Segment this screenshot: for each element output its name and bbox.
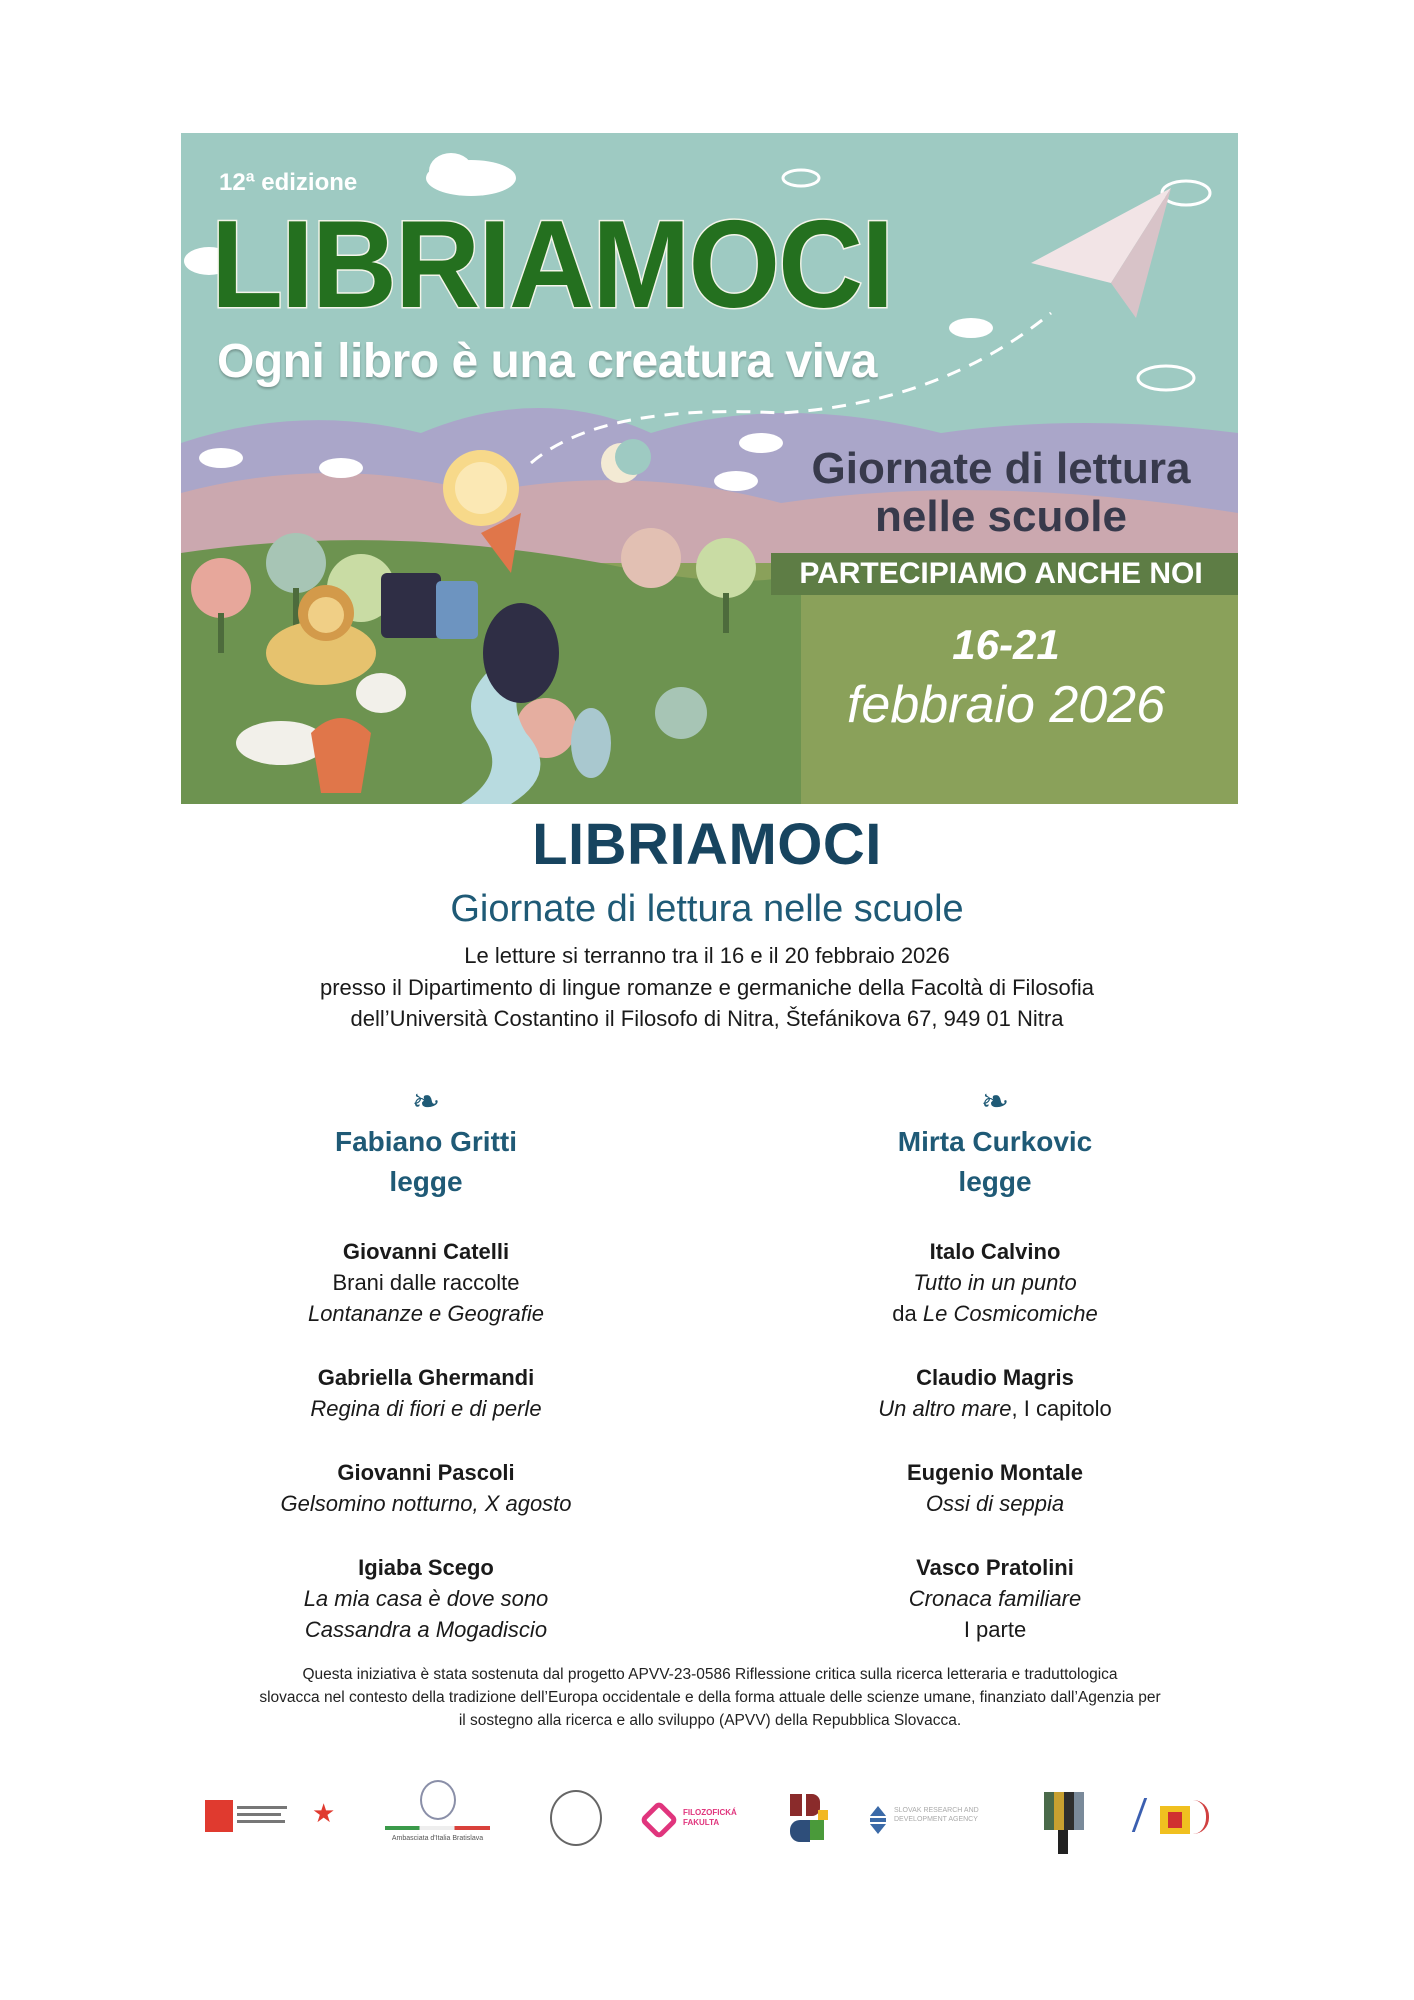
- library-logo: [1130, 1780, 1220, 1860]
- work-title: Cassandra a Mogadiscio: [304, 1617, 548, 1642]
- reading-entry: [146, 1362, 706, 1424]
- reader-name: Mirta Curkovic: [897, 1126, 1093, 1157]
- banner-event-name: [771, 445, 1231, 541]
- reading-entry: [146, 1236, 706, 1329]
- filozoficka-fakulta-logo: [645, 1780, 755, 1860]
- work-title: Ossi di seppia: [925, 1491, 1065, 1516]
- work-prefix: da: [892, 1301, 923, 1326]
- work-title: Regina di fiori e di perle: [310, 1396, 542, 1421]
- page-subtitle: Giornate di lettura nelle scuole: [450, 888, 964, 930]
- work-line: Brani dalle raccolte: [332, 1270, 520, 1295]
- banner-event-line1: Giornate di lettura: [811, 444, 1191, 493]
- books-tower-logo: [1040, 1780, 1090, 1860]
- banner-participate: PARTECIPIAMO ANCHE NOI: [799, 557, 1203, 590]
- ornament-knot-icon: ❧: [411, 1083, 441, 1121]
- page-title: LIBRIAMOCI: [532, 812, 882, 877]
- logo-text: FILOZOFICKÁ FAKULTA: [683, 1808, 737, 1827]
- centro-libro-lettura-logo: [205, 1780, 290, 1860]
- reader-column-right: [715, 1082, 1275, 1678]
- work-line: [715, 1393, 1275, 1424]
- reader-verb: legge: [389, 1166, 463, 1197]
- reading-entry: [715, 1457, 1275, 1519]
- reading-list: [146, 1236, 706, 1645]
- banner-event-line2: nelle scuole: [875, 492, 1127, 541]
- work-title: Un altro mare: [878, 1396, 1012, 1421]
- reading-entry: [715, 1236, 1275, 1329]
- university-seal-logo: [550, 1780, 606, 1860]
- work-title: Cronaca familiare: [908, 1586, 1082, 1611]
- ambasciata-italia-logo: [385, 1780, 490, 1860]
- author: Gabriella Ghermandi: [317, 1365, 535, 1390]
- author: Giovanni Pascoli: [337, 1460, 515, 1485]
- funding-line: slovacca nel contesto della tradizione dell’Europa occidentale e della forma attuale delle scienze umane, finanziato dall’Agenzia per: [259, 1689, 1161, 1706]
- info-line: Le letture si terranno tra il 16 e il 20 febbraio 2026: [464, 943, 950, 968]
- work-title: La mia casa è dove sono: [303, 1586, 549, 1611]
- colorful-letters-logo: [790, 1780, 830, 1860]
- banner-title: LIBRIAMOCI: [211, 196, 893, 334]
- funding-note: [180, 1663, 1240, 1732]
- info-line: dell’Università Costantino il Filosofo di Nitra, Štefánikova 67, 949 01 Nitra: [350, 1006, 1064, 1031]
- libriamoci-star-logo: ★: [312, 1798, 336, 1828]
- partner-logos: [200, 1780, 1230, 1860]
- work-line: I parte: [963, 1617, 1027, 1642]
- reader-column-left: [146, 1082, 706, 1678]
- work-title: Gelsomino notturno, X agosto: [280, 1491, 572, 1516]
- work-title: Tutto in un punto: [913, 1270, 1077, 1295]
- author: Italo Calvino: [929, 1239, 1061, 1264]
- banner-days: 16-21: [952, 621, 1060, 668]
- funding-line: Questa iniziativa è stata sostenuta dal progetto APVV-23-0586 Riflessione critica sulla ricerca letteraria e traduttologica: [302, 1666, 1118, 1683]
- info-line: presso il Dipartimento di lingue romanze e germaniche della Facoltà di Filosofia: [319, 974, 1095, 1000]
- author: Eugenio Montale: [907, 1460, 1083, 1485]
- author: Igiaba Scego: [358, 1555, 494, 1580]
- funding-line: il sostegno alla ricerca e allo sviluppo (APVV) della Repubblica Slovacca.: [458, 1712, 962, 1729]
- reader-name: Fabiano Gritti: [335, 1126, 517, 1157]
- apvv-logo: [870, 1780, 990, 1860]
- reading-entry: [146, 1457, 706, 1519]
- logo-text: Ambasciata d'Italia Bratislava: [391, 1835, 484, 1842]
- author: Vasco Pratolini: [916, 1555, 1074, 1580]
- work-suffix: , I capitolo: [1011, 1396, 1112, 1421]
- author: Claudio Magris: [916, 1365, 1074, 1390]
- reading-entry: [146, 1552, 706, 1645]
- reader-verb: legge: [958, 1166, 1032, 1197]
- author: Giovanni Catelli: [342, 1239, 510, 1264]
- work-line: [715, 1298, 1275, 1329]
- banner-month-year: febbraio 2026: [846, 676, 1166, 734]
- reading-list: [715, 1236, 1275, 1645]
- banner-tagline: Ogni libro è una creatura viva: [217, 335, 877, 388]
- event-info: [0, 940, 1414, 1035]
- work-title: Lontananze e Geografie: [307, 1301, 545, 1326]
- libriamoci-banner: [181, 133, 1238, 804]
- ornament-knot-icon: ❧: [980, 1083, 1010, 1121]
- logo-text: SLOVAK RESEARCH AND DEVELOPMENT AGENCY: [894, 1807, 979, 1823]
- reading-entry: [715, 1362, 1275, 1424]
- banner-edition: 12ª edizione: [219, 169, 358, 196]
- work-title: Le Cosmicomiche: [922, 1301, 1098, 1326]
- reading-entry: [715, 1552, 1275, 1645]
